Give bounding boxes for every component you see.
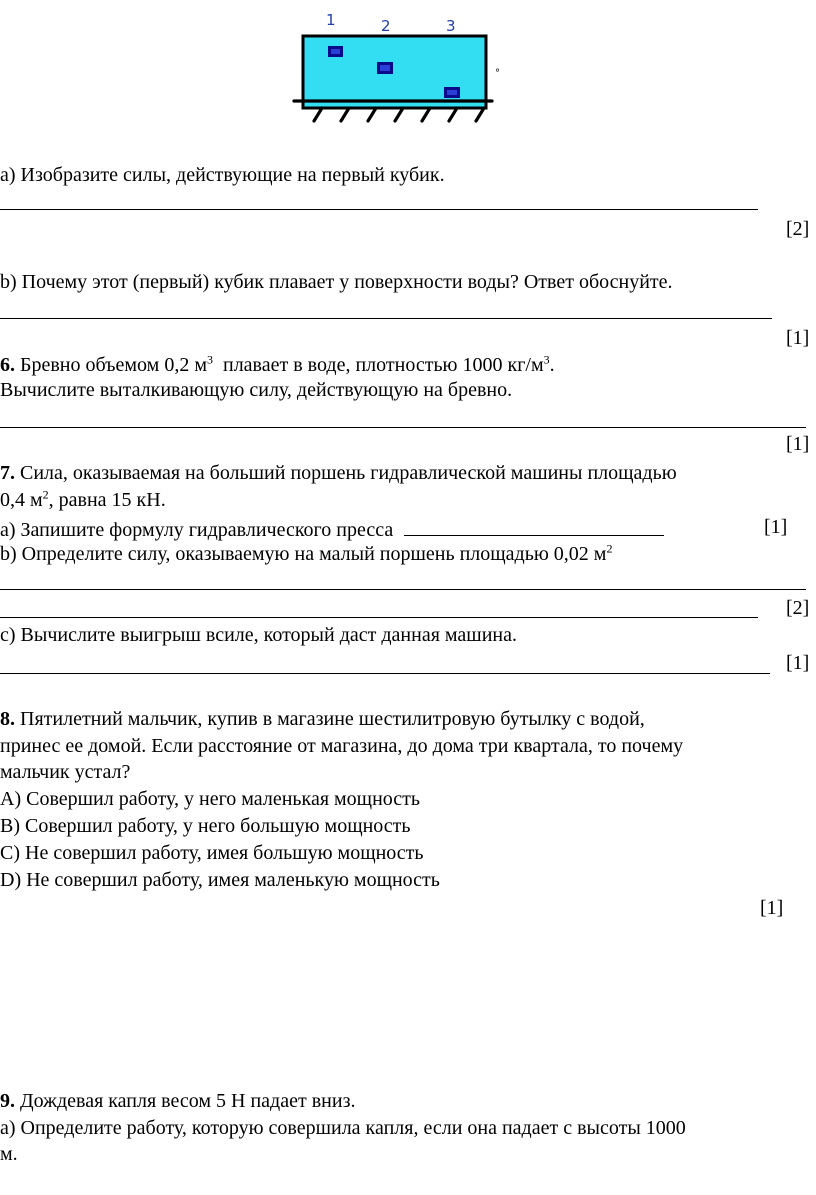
option-b[interactable]: B) Совершил работу, у него большую мощность [0, 815, 411, 837]
answer-line [0, 318, 772, 319]
answer-line [0, 589, 806, 590]
superscript: 2 [42, 487, 49, 502]
answer-line [0, 673, 770, 674]
question-6-line2: Вычислите выталкивающую силу, действующую на бревно. [0, 379, 513, 401]
question-7-line2 [0, 488, 166, 512]
question-9-line3: м. [0, 1143, 18, 1165]
question-text: b) Определите силу, оказываемую на малый поршень площадью 0,02 м [0, 543, 607, 565]
question-number: 6. [0, 354, 15, 376]
inline-answer-blank[interactable] [404, 515, 664, 536]
score-mark: [1] [786, 652, 810, 674]
question-number: 9. [0, 1090, 15, 1112]
question-text: , равна 15 кН. [48, 489, 166, 511]
cube-2 [377, 62, 393, 74]
score-mark: [1] [764, 516, 788, 538]
question-7c: c) Вычислите выигрыш всиле, который даст данная машина. [0, 624, 517, 646]
option-a[interactable]: A) Совершил работу, у него маленькая мощность [0, 788, 421, 810]
question-text: Бревно объемом 0,2 м [20, 354, 207, 376]
question-7b [0, 542, 612, 566]
question-8-line1 [0, 707, 645, 731]
question-number: 8. [0, 708, 15, 730]
question-7-line1 [0, 461, 677, 485]
cube-label-2: 2 [381, 17, 391, 35]
floating-cubes-figure [280, 8, 520, 128]
answer-line [0, 427, 806, 428]
question-6-line1 [0, 353, 555, 377]
answer-line [0, 617, 758, 618]
question-5b: b) Почему этот (первый) кубик плавает у поверхности воды? Ответ обоснуйте. [0, 271, 673, 293]
question-text: Сила, оказываемая на больший поршень гидравлической машины площадью [20, 462, 677, 484]
question-9-line2: а) Определите работу, которую совершила капля, если она падает с высоты 1000 [0, 1117, 686, 1139]
question-text: плавает в воде, плотностью 1000 кг/м [213, 354, 544, 376]
question-8-line3: мальчик устал? [0, 761, 131, 783]
question-5a: a) Изобразите силы, действующие на первый кубик. [0, 164, 445, 186]
question-text: 0,4 м [0, 489, 43, 511]
question-text: Пятилетний мальчик, купив в магазине шестилитровую бутылку с водой, [20, 708, 645, 730]
score-mark: [1] [760, 897, 784, 919]
score-mark: [1] [786, 433, 810, 455]
option-c[interactable]: C) Не совершил работу, имея большую мощность [0, 842, 424, 864]
cube-label-3: 3 [446, 17, 456, 35]
question-number: 7. [0, 462, 15, 484]
question-text: . [549, 354, 555, 376]
score-mark: [2] [786, 597, 810, 619]
option-d[interactable]: D) Не совершил работу, имея маленькую мощность [0, 869, 440, 891]
superscript: 3 [543, 352, 550, 367]
cube-3 [444, 87, 460, 98]
cube-label-1: 1 [326, 11, 336, 29]
question-8-line2: принес ее домой. Если расстояние от магазина, до дома три квартала, то почему [0, 735, 684, 757]
score-mark: [1] [786, 327, 810, 349]
small-degree-mark: ° [495, 68, 500, 79]
question-text: Дождевая капля весом 5 Н падает вниз. [20, 1090, 356, 1112]
score-mark: [2] [786, 218, 810, 240]
superscript: 2 [606, 541, 613, 556]
question-9-line1 [0, 1089, 355, 1113]
answer-line [0, 209, 758, 210]
question-7a [0, 515, 664, 542]
question-text: а) Запишите формулу гидравлического пресса [0, 519, 394, 541]
superscript: 3 [207, 352, 213, 367]
cube-1 [328, 46, 343, 57]
